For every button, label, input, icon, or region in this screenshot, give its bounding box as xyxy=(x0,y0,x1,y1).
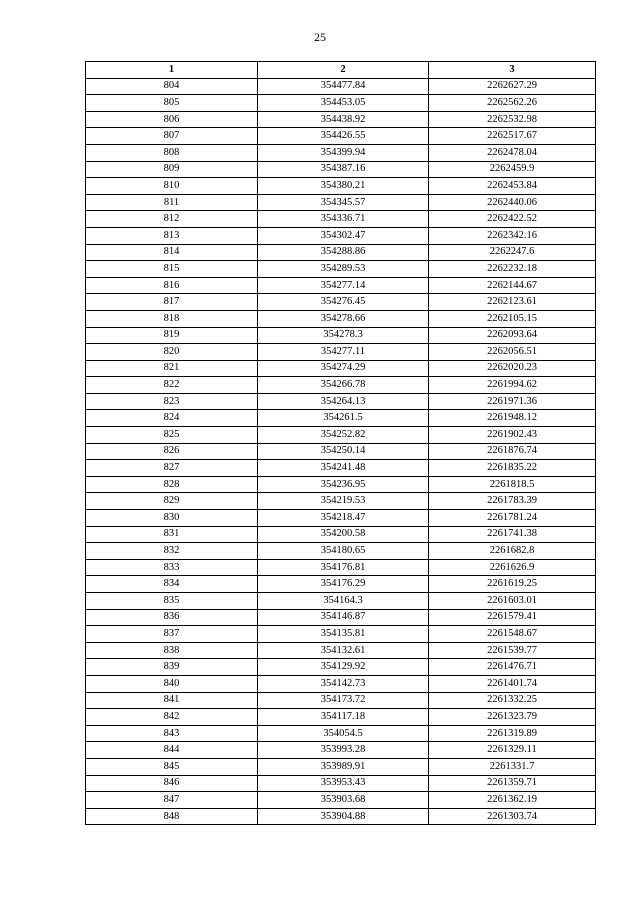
y-coordinate-cell: 2262123.61 xyxy=(429,294,596,311)
y-coordinate-cell: 2261682.8 xyxy=(429,543,596,560)
x-coordinate-cell: 354146.87 xyxy=(258,609,429,626)
table-row xyxy=(86,244,596,261)
x-coordinate-cell: 354236.95 xyxy=(258,476,429,493)
x-coordinate-cell: 354274.29 xyxy=(258,360,429,377)
y-coordinate-cell: 2261994.62 xyxy=(429,377,596,394)
point-number-cell: 822 xyxy=(86,377,258,394)
table-row xyxy=(86,294,596,311)
x-coordinate-cell: 353903.68 xyxy=(258,792,429,809)
point-number-cell: 846 xyxy=(86,775,258,792)
y-coordinate-cell: 2261902.43 xyxy=(429,427,596,444)
y-coordinate-cell: 2261332.25 xyxy=(429,692,596,709)
table-row xyxy=(86,476,596,493)
y-coordinate-cell: 2262093.64 xyxy=(429,327,596,344)
y-coordinate-cell: 2262517.67 xyxy=(429,128,596,145)
x-coordinate-cell: 354336.71 xyxy=(258,211,429,228)
y-coordinate-cell: 2261781.24 xyxy=(429,510,596,527)
point-number-cell: 843 xyxy=(86,725,258,742)
point-number-cell: 832 xyxy=(86,543,258,560)
table-row xyxy=(86,211,596,228)
table-row xyxy=(86,410,596,427)
point-number-cell: 830 xyxy=(86,510,258,527)
y-coordinate-cell: 2261303.74 xyxy=(429,808,596,825)
x-coordinate-cell: 354219.53 xyxy=(258,493,429,510)
x-coordinate-cell: 353953.43 xyxy=(258,775,429,792)
y-coordinate-cell: 2261835.22 xyxy=(429,460,596,477)
point-number-cell: 821 xyxy=(86,360,258,377)
x-coordinate-cell: 354135.81 xyxy=(258,626,429,643)
table-row xyxy=(86,377,596,394)
y-coordinate-cell: 2262247.6 xyxy=(429,244,596,261)
x-coordinate-cell: 354477.84 xyxy=(258,78,429,95)
table-row xyxy=(86,310,596,327)
table-row xyxy=(86,327,596,344)
point-number-cell: 838 xyxy=(86,642,258,659)
x-coordinate-cell: 354266.78 xyxy=(258,377,429,394)
table-row xyxy=(86,95,596,112)
table-row xyxy=(86,692,596,709)
point-number-cell: 804 xyxy=(86,78,258,95)
table-header xyxy=(86,62,596,79)
x-coordinate-cell: 354142.73 xyxy=(258,675,429,692)
y-coordinate-cell: 2262342.16 xyxy=(429,227,596,244)
x-coordinate-cell: 354438.92 xyxy=(258,111,429,128)
point-number-cell: 816 xyxy=(86,277,258,294)
table-row xyxy=(86,393,596,410)
y-coordinate-cell: 2262020.23 xyxy=(429,360,596,377)
point-number-cell: 837 xyxy=(86,626,258,643)
table-row xyxy=(86,808,596,825)
point-number-cell: 826 xyxy=(86,443,258,460)
y-coordinate-cell: 2262459.9 xyxy=(429,161,596,178)
y-coordinate-cell: 2262144.67 xyxy=(429,277,596,294)
point-number-cell: 825 xyxy=(86,427,258,444)
page-number: 25 xyxy=(314,30,326,44)
table-row xyxy=(86,642,596,659)
table-row xyxy=(86,144,596,161)
x-coordinate-cell: 354278.3 xyxy=(258,327,429,344)
y-coordinate-cell: 2262056.51 xyxy=(429,344,596,361)
x-coordinate-cell: 353989.91 xyxy=(258,758,429,775)
x-coordinate-cell: 354288.86 xyxy=(258,244,429,261)
column-header-2: 2 xyxy=(258,62,429,79)
y-coordinate-cell: 2261971.36 xyxy=(429,393,596,410)
x-coordinate-cell: 354277.11 xyxy=(258,344,429,361)
point-number-cell: 828 xyxy=(86,476,258,493)
x-coordinate-cell: 354173.72 xyxy=(258,692,429,709)
table-row xyxy=(86,792,596,809)
x-coordinate-cell: 354453.05 xyxy=(258,95,429,112)
y-coordinate-cell: 2261539.77 xyxy=(429,642,596,659)
x-coordinate-cell: 354180.65 xyxy=(258,543,429,560)
point-number-cell: 811 xyxy=(86,194,258,211)
y-coordinate-cell: 2261626.9 xyxy=(429,559,596,576)
point-number-cell: 819 xyxy=(86,327,258,344)
table-body xyxy=(86,78,596,825)
table-row xyxy=(86,659,596,676)
table-row xyxy=(86,277,596,294)
point-number-cell: 808 xyxy=(86,144,258,161)
point-number-cell: 827 xyxy=(86,460,258,477)
point-number-cell: 833 xyxy=(86,559,258,576)
table-row xyxy=(86,360,596,377)
point-number-cell: 841 xyxy=(86,692,258,709)
point-number-cell: 805 xyxy=(86,95,258,112)
y-coordinate-cell: 2262532.98 xyxy=(429,111,596,128)
table-row xyxy=(86,526,596,543)
column-header-1: 1 xyxy=(86,62,258,79)
table-row xyxy=(86,194,596,211)
table-row xyxy=(86,443,596,460)
header-row xyxy=(86,62,596,79)
table-row xyxy=(86,427,596,444)
table-row xyxy=(86,742,596,759)
x-coordinate-cell: 354278.66 xyxy=(258,310,429,327)
y-coordinate-cell: 2262627.29 xyxy=(429,78,596,95)
point-number-cell: 840 xyxy=(86,675,258,692)
point-number-cell: 814 xyxy=(86,244,258,261)
y-coordinate-cell: 2261619.25 xyxy=(429,576,596,593)
point-number-cell: 835 xyxy=(86,593,258,610)
table-row xyxy=(86,493,596,510)
table-row xyxy=(86,725,596,742)
y-coordinate-cell: 2261319.89 xyxy=(429,725,596,742)
coordinates-table xyxy=(85,61,596,825)
x-coordinate-cell: 354426.55 xyxy=(258,128,429,145)
y-coordinate-cell: 2261401.74 xyxy=(429,675,596,692)
x-coordinate-cell: 353993.28 xyxy=(258,742,429,759)
point-number-cell: 844 xyxy=(86,742,258,759)
point-number-cell: 818 xyxy=(86,310,258,327)
point-number-cell: 834 xyxy=(86,576,258,593)
table-row xyxy=(86,593,596,610)
point-number-cell: 809 xyxy=(86,161,258,178)
point-number-cell: 845 xyxy=(86,758,258,775)
x-coordinate-cell: 354252.82 xyxy=(258,427,429,444)
y-coordinate-cell: 2261818.5 xyxy=(429,476,596,493)
y-coordinate-cell: 2261579.41 xyxy=(429,609,596,626)
y-coordinate-cell: 2261359.71 xyxy=(429,775,596,792)
y-coordinate-cell: 2261783.39 xyxy=(429,493,596,510)
point-number-cell: 847 xyxy=(86,792,258,809)
x-coordinate-cell: 354345.57 xyxy=(258,194,429,211)
y-coordinate-cell: 2261741.38 xyxy=(429,526,596,543)
point-number-cell: 842 xyxy=(86,709,258,726)
y-coordinate-cell: 2262453.84 xyxy=(429,178,596,195)
y-coordinate-cell: 2261362.19 xyxy=(429,792,596,809)
table-row xyxy=(86,344,596,361)
x-coordinate-cell: 353904.88 xyxy=(258,808,429,825)
y-coordinate-cell: 2262562.26 xyxy=(429,95,596,112)
y-coordinate-cell: 2261876.74 xyxy=(429,443,596,460)
table-row xyxy=(86,758,596,775)
point-number-cell: 831 xyxy=(86,526,258,543)
x-coordinate-cell: 354241.48 xyxy=(258,460,429,477)
y-coordinate-cell: 2262478.04 xyxy=(429,144,596,161)
y-coordinate-cell: 2262105.15 xyxy=(429,310,596,327)
x-coordinate-cell: 354289.53 xyxy=(258,261,429,278)
point-number-cell: 815 xyxy=(86,261,258,278)
x-coordinate-cell: 354117.18 xyxy=(258,709,429,726)
y-coordinate-cell: 2261603.01 xyxy=(429,593,596,610)
x-coordinate-cell: 354132.61 xyxy=(258,642,429,659)
point-number-cell: 806 xyxy=(86,111,258,128)
y-coordinate-cell: 2262440.06 xyxy=(429,194,596,211)
point-number-cell: 812 xyxy=(86,211,258,228)
table-row xyxy=(86,111,596,128)
x-coordinate-cell: 354176.29 xyxy=(258,576,429,593)
point-number-cell: 807 xyxy=(86,128,258,145)
y-coordinate-cell: 2261548.67 xyxy=(429,626,596,643)
x-coordinate-cell: 354164.3 xyxy=(258,593,429,610)
table-row xyxy=(86,460,596,477)
table-row xyxy=(86,543,596,560)
table-row xyxy=(86,227,596,244)
y-coordinate-cell: 2262232.18 xyxy=(429,261,596,278)
point-number-cell: 824 xyxy=(86,410,258,427)
table-row xyxy=(86,709,596,726)
y-coordinate-cell: 2261331.7 xyxy=(429,758,596,775)
x-coordinate-cell: 354302.47 xyxy=(258,227,429,244)
table-row xyxy=(86,675,596,692)
table-row xyxy=(86,178,596,195)
table-row xyxy=(86,510,596,527)
point-number-cell: 810 xyxy=(86,178,258,195)
point-number-cell: 829 xyxy=(86,493,258,510)
table-row xyxy=(86,78,596,95)
point-number-cell: 820 xyxy=(86,344,258,361)
point-number-cell: 813 xyxy=(86,227,258,244)
point-number-cell: 839 xyxy=(86,659,258,676)
y-coordinate-cell: 2261329.11 xyxy=(429,742,596,759)
x-coordinate-cell: 354250.14 xyxy=(258,443,429,460)
table-row xyxy=(86,559,596,576)
column-header-3: 3 xyxy=(429,62,596,79)
x-coordinate-cell: 354264.13 xyxy=(258,393,429,410)
x-coordinate-cell: 354387.16 xyxy=(258,161,429,178)
x-coordinate-cell: 354054.5 xyxy=(258,725,429,742)
x-coordinate-cell: 354277.14 xyxy=(258,277,429,294)
table-row xyxy=(86,161,596,178)
y-coordinate-cell: 2261323.79 xyxy=(429,709,596,726)
point-number-cell: 817 xyxy=(86,294,258,311)
table-row xyxy=(86,261,596,278)
x-coordinate-cell: 354218.47 xyxy=(258,510,429,527)
x-coordinate-cell: 354380.21 xyxy=(258,178,429,195)
x-coordinate-cell: 354129.92 xyxy=(258,659,429,676)
y-coordinate-cell: 2262422.52 xyxy=(429,211,596,228)
x-coordinate-cell: 354200.58 xyxy=(258,526,429,543)
x-coordinate-cell: 354276.45 xyxy=(258,294,429,311)
point-number-cell: 823 xyxy=(86,393,258,410)
table-row xyxy=(86,128,596,145)
y-coordinate-cell: 2261948.12 xyxy=(429,410,596,427)
x-coordinate-cell: 354399.94 xyxy=(258,144,429,161)
y-coordinate-cell: 2261476.71 xyxy=(429,659,596,676)
table-row xyxy=(86,775,596,792)
point-number-cell: 836 xyxy=(86,609,258,626)
table-row xyxy=(86,576,596,593)
table-row xyxy=(86,609,596,626)
x-coordinate-cell: 354261.5 xyxy=(258,410,429,427)
x-coordinate-cell: 354176.81 xyxy=(258,559,429,576)
point-number-cell: 848 xyxy=(86,808,258,825)
table-row xyxy=(86,626,596,643)
